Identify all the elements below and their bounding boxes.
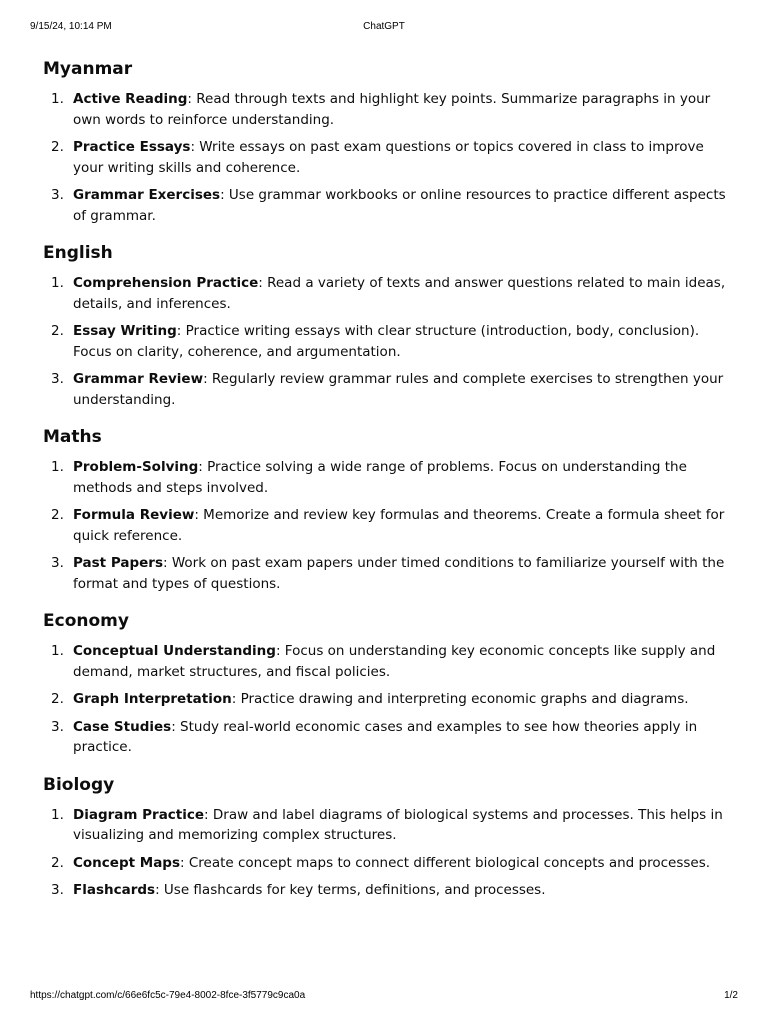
item-term: Essay Writing <box>73 323 177 339</box>
list-item <box>43 185 733 226</box>
print-header <box>30 21 738 35</box>
item-number: 3. <box>51 371 64 387</box>
item-text: : Practice solving a wide range of problems. Focus on understanding the methods and steps involved. <box>73 459 687 496</box>
item-term: Diagram Practice <box>73 806 205 823</box>
item-number: 2. <box>51 691 64 707</box>
item-text: : Focus on understanding key economic concepts like supply and demand, market structures, and fiscal policies. <box>73 643 716 680</box>
list-item <box>43 137 733 178</box>
item-number: 1. <box>51 806 64 823</box>
item-text: : Create concept maps to connect different biological concepts and processes. <box>180 854 711 871</box>
tips-list <box>43 457 733 594</box>
list-item <box>43 321 733 362</box>
item-text: : Memorize and review key formulas and theorems. Create a formula sheet for quick reference. <box>73 507 725 544</box>
list-item <box>43 689 733 710</box>
item-text: : Practice drawing and interpreting economic graphs and diagrams. <box>231 691 689 707</box>
section-myanmar <box>43 57 733 226</box>
item-number: 2. <box>51 854 64 871</box>
item-text: : Work on past exam papers under timed conditions to familiarize yourself with the format and types of questions. <box>73 555 725 592</box>
print-title: ChatGPT <box>363 21 405 32</box>
section-heading: English <box>43 243 113 263</box>
item-text: : Read through texts and highlight key points. Summarize paragraphs in your own words to reinforce understanding. <box>73 91 711 128</box>
tips-list <box>43 273 733 410</box>
section-economy <box>43 609 733 758</box>
list-item <box>43 805 733 846</box>
item-term: Flashcards <box>73 882 156 898</box>
item-number: 2. <box>51 323 64 339</box>
section-heading: Economy <box>43 611 129 631</box>
item-term: Grammar Exercises <box>73 187 221 203</box>
item-number: 2. <box>51 139 64 155</box>
tips-list <box>43 89 733 226</box>
page-url[interactable]: https://chatgpt.com/c/66e6fc5c-79e4-8002-8fce-3f5779c9ca0a <box>30 990 306 1001</box>
print-footer <box>30 990 738 1004</box>
list-item <box>43 641 733 682</box>
tips-list <box>43 805 733 901</box>
list-item <box>43 853 733 874</box>
section-english <box>43 241 733 410</box>
section-heading: Biology <box>43 774 115 795</box>
item-term: Problem-Solving <box>73 459 199 475</box>
item-term: Formula Review <box>73 507 195 523</box>
item-term: Past Papers <box>73 555 163 571</box>
list-item <box>43 505 733 546</box>
item-term: Grammar Review <box>73 371 204 387</box>
item-term: Graph Interpretation <box>73 691 232 707</box>
item-text: : Use flashcards for key terms, definitions, and processes. <box>155 882 546 898</box>
list-item <box>43 89 733 130</box>
page-number: 1/2 <box>724 990 738 1001</box>
item-term: Conceptual Understanding <box>73 643 276 659</box>
list-item <box>43 369 733 410</box>
item-text: : Practice writing essays with clear structure (introduction, body, conclusion). Focus on clarity, coherence, and argumentation. <box>73 323 700 360</box>
section-heading: Myanmar <box>43 59 133 79</box>
tips-list <box>43 641 733 758</box>
item-text: : Regularly review grammar rules and complete exercises to strengthen your understanding. <box>73 371 724 408</box>
item-term: Comprehension Practice <box>73 275 259 291</box>
item-number: 2. <box>51 507 64 523</box>
list-item <box>43 553 733 594</box>
list-item <box>43 273 733 314</box>
section-heading: Maths <box>43 427 102 447</box>
item-text: : Use grammar workbooks or online resources to practice different aspects of grammar. <box>73 187 726 224</box>
item-text: : Read a variety of texts and answer questions related to main ideas, details, and inferences. <box>73 275 726 312</box>
print-datetime: 9/15/24, 10:14 PM <box>30 21 112 32</box>
list-item <box>43 717 733 758</box>
item-term: Concept Maps <box>73 854 181 871</box>
item-number: 3. <box>51 882 64 898</box>
section-maths <box>43 425 733 594</box>
item-text: : Write essays on past exam questions or topics covered in class to improve your writing skills and coherence. <box>73 139 704 176</box>
list-item <box>43 880 733 901</box>
item-number: 3. <box>51 555 64 571</box>
item-text: : Study real-world economic cases and examples to see how theories apply in practice. <box>73 718 698 755</box>
item-number: 3. <box>51 718 64 735</box>
item-number: 3. <box>51 187 64 203</box>
item-text: : Draw and label diagrams of biological systems and processes. This helps in visualizing and memorizing complex structures. <box>73 806 723 843</box>
item-number: 1. <box>51 459 64 475</box>
section-biology <box>43 773 733 901</box>
item-term: Practice Essays <box>73 139 191 155</box>
item-number: 1. <box>51 643 64 659</box>
list-item <box>43 457 733 498</box>
item-number: 1. <box>51 91 64 107</box>
item-term: Case Studies <box>73 718 172 735</box>
document-content <box>43 57 733 916</box>
item-number: 1. <box>51 275 64 291</box>
item-term: Active Reading <box>73 91 188 107</box>
